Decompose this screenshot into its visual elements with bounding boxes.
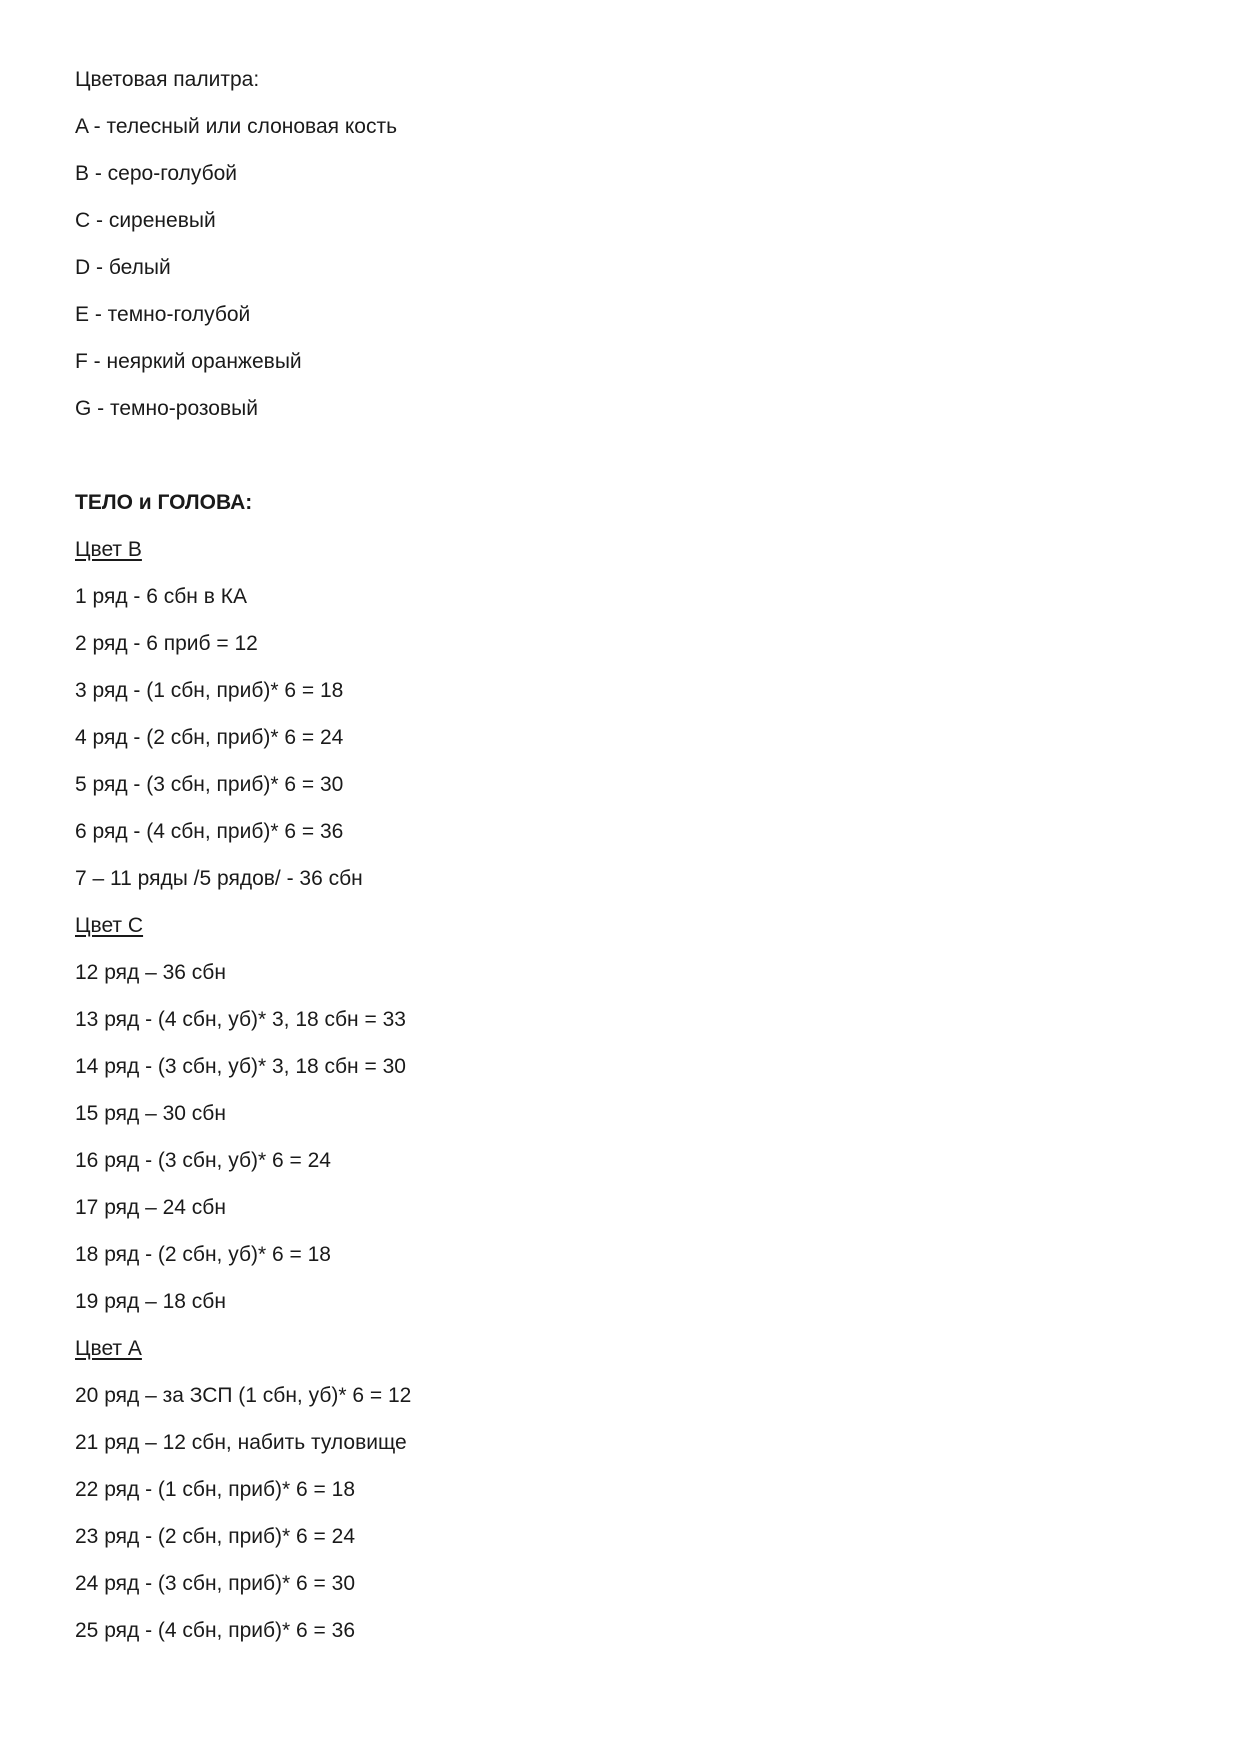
palette-title: Цветовая палитра:	[75, 68, 260, 91]
row-line: 4 ряд - (2 сбн, приб)* 6 = 24	[75, 726, 344, 749]
color-c-label: Цвет С	[75, 914, 144, 937]
row-line: 12 ряд – 36 сбн	[75, 961, 226, 984]
row-line: 6 ряд - (4 сбн, приб)* 6 = 36	[75, 820, 344, 843]
document-page	[75, 66, 1165, 1664]
palette-item-d: D - белый	[75, 256, 171, 279]
row-line: 7 – 11 ряды /5 рядов/ - 36 сбн	[75, 867, 363, 890]
row-line: 14 ряд - (3 сбн, уб)* 3, 18 сбн = 30	[75, 1055, 406, 1078]
row-line: 16 ряд - (3 сбн, уб)* 6 = 24	[75, 1149, 331, 1172]
row-line: 21 ряд – 12 сбн, набить туловище	[75, 1431, 407, 1454]
row-line: 24 ряд - (3 сбн, приб)* 6 = 30	[75, 1572, 356, 1595]
palette-item-g: G - темно-розовый	[75, 397, 258, 420]
row-line: 2 ряд - 6 приб = 12	[75, 632, 258, 655]
section-spacer	[75, 442, 1165, 489]
row-line: 23 ряд - (2 сбн, приб)* 6 = 24	[75, 1525, 356, 1548]
palette-item-f: F - неяркий оранжевый	[75, 350, 302, 373]
row-line: 25 ряд - (4 сбн, приб)* 6 = 36	[75, 1619, 356, 1642]
palette-item-e: E - темно-голубой	[75, 303, 251, 326]
row-line: 20 ряд – за ЗСП (1 сбн, уб)* 6 = 12	[75, 1384, 412, 1407]
palette-item-b: B - серо-голубой	[75, 162, 238, 185]
row-line: 18 ряд - (2 сбн, уб)* 6 = 18	[75, 1243, 331, 1266]
row-line: 22 ряд - (1 сбн, приб)* 6 = 18	[75, 1478, 356, 1501]
row-line: 13 ряд - (4 сбн, уб)* 3, 18 сбн = 33	[75, 1008, 406, 1031]
color-b-label: Цвет В	[75, 538, 142, 561]
row-line: 17 ряд – 24 сбн	[75, 1196, 226, 1219]
row-line: 3 ряд - (1 сбн, приб)* 6 = 18	[75, 679, 344, 702]
row-line: 15 ряд – 30 сбн	[75, 1102, 226, 1125]
color-a-label: Цвет А	[75, 1337, 142, 1360]
row-line: 19 ряд – 18 сбн	[75, 1290, 226, 1313]
palette-item-c: C - сиреневый	[75, 209, 216, 232]
row-line: 5 ряд - (3 сбн, приб)* 6 = 30	[75, 773, 344, 796]
section-heading: ТЕЛО и ГОЛОВА:	[75, 491, 253, 514]
row-line: 1 ряд - 6 сбн в КА	[75, 585, 247, 608]
palette-item-a: A - телесный или слоновая кость	[75, 115, 398, 138]
